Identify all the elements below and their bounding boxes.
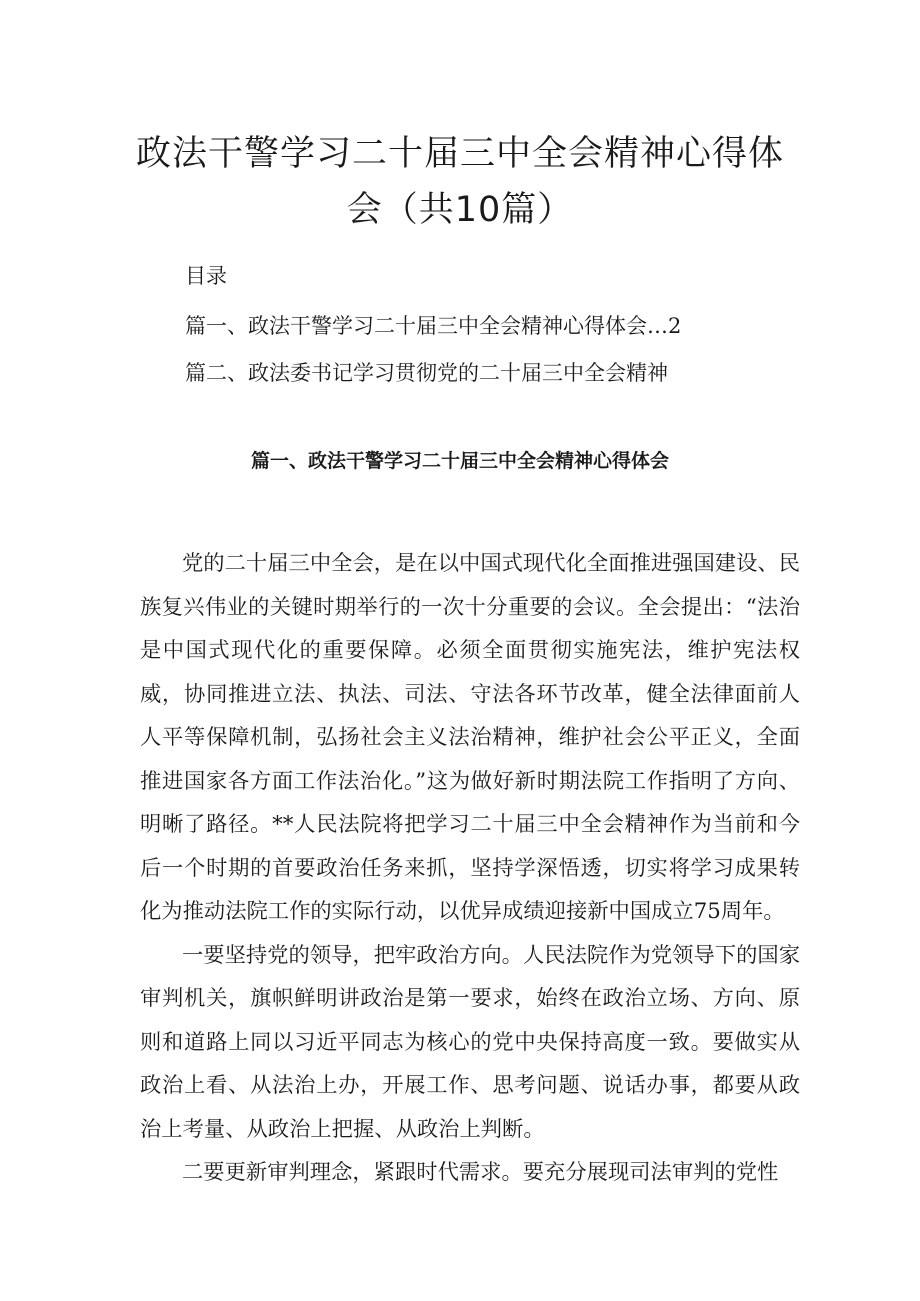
paragraph: 二要更新审判理念，紧跟时代需求。要充分展现司法审判的党性 [182, 1160, 779, 1185]
paragraph: 党的二十届三中全会，是在以中国式现代化全面推进强国建设、民族复兴伟业的关键时期举行的一次十分重要的会议。全会提出：“法治是中国式现代化的重要保障。必须全面贯彻实施宪法，维护宪法权威，协同推进立法、执法、司法、守法各环节改革，健全法律面前人人平等保障机制，弘扬社会主义法治精神，维护社会公平正义，全面推进国家各方面工作法治化。”这为做好新时期法院工作指明了方向、明晰了路径。**人民法院将把学习二十届三中全会精神作为当前和今后一个时期的首要政治任务来抓，坚持学深悟透，切实将学习成果转化为推动法院工作的实际行动，以优异成绩迎接新中国成立75周年。 [140, 551, 800, 924]
paragraph: 一要坚持党的领导，把牢政治方向。人民法院作为党领导下的国家审判机关，旗帜鲜明讲政治是第一要求，始终在政治立场、方向、原则和道路上同以习近平同志为核心的党中央保持高度一致。要做实从政治上看、从法治上办，开展工作、思考问题、说话办事，都要从政治上考量、从政治上把握、从政治上判断。 [140, 942, 800, 1142]
document-title-line-1: 政法干警学习二十届三中全会精神心得体 [135, 134, 784, 174]
section-heading: 篇一、政法干警学习二十届三中全会精神心得体会 [250, 450, 669, 472]
body-text [140, 542, 800, 1195]
toc-item[interactable]: 篇一、政法干警学习二十届三中全会精神心得体会…2 [185, 314, 682, 338]
toc-heading: 目录 [185, 264, 227, 288]
document-title-line-2: 会（共10篇） [346, 190, 574, 230]
toc-item[interactable]: 篇二、政法委书记学习贯彻党的二十届三中全会精神 [185, 361, 668, 385]
